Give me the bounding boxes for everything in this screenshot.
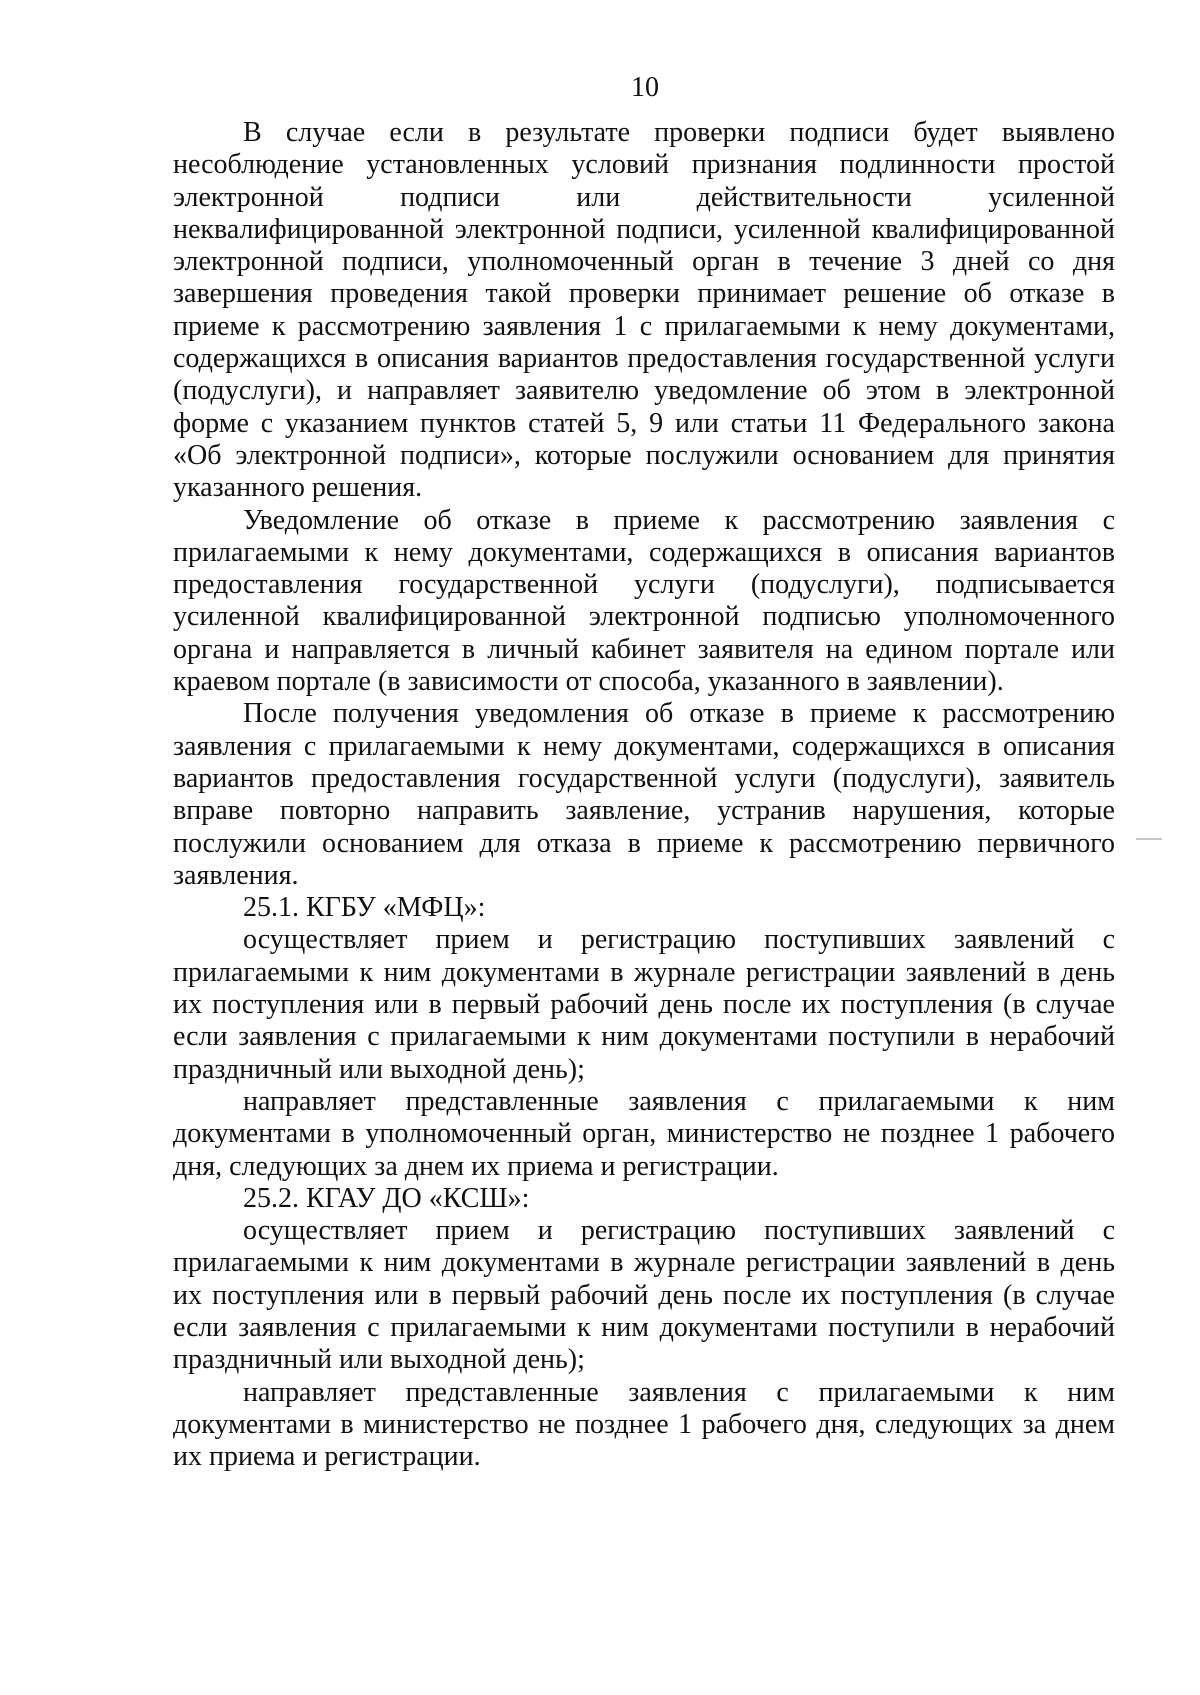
paragraph-mfc-forwarding: направляет представленные заявления с прилагаемыми к ним документами в уполномоченный орган, министерство не позднее 1 рабочего дня, следующих за днем их приема и регистрации. [173, 1085, 1115, 1182]
paragraph-refusal-notice: Уведомление об отказе в приеме к рассмотрению заявления с прилагаемыми к нему документами, содержащихся в описания вариантов предоставления государственной услуги (подуслуги), подписывается усиленной квалифицированной электронной подписью уполномоченного органа и направляется в личный кабинет заявителя на едином портале или краевом портале (в зависимости от способа, указанного в заявлении). [173, 504, 1115, 698]
section-heading-25-1: 25.1. КГБУ «МФЦ»: [243, 892, 486, 924]
paragraph-ksh-forwarding: направляет представленные заявления с прилагаемыми к ним документами в министерство не позднее 1 рабочего дня, следующих за днем их приема и регистрации. [173, 1376, 1115, 1473]
paragraph-resubmission: После получения уведомления об отказе в приеме к рассмотрению заявления с прилагаемыми к нему документами, содержащихся в описания вариантов предоставления государственной услуги (подуслуги), заявитель вправе повторно направить заявление, устранив нарушения, которые послужили основанием для отказа в приеме к рассмотрению первичного заявления. [173, 698, 1115, 891]
section-heading-25-2: 25.2. КГАУ ДО «КСШ»: [243, 1182, 530, 1214]
scan-artifact-mark [1136, 838, 1162, 840]
paragraph-ksh-registration: осуществляет прием и регистрацию поступивших заявлений с прилагаемыми к ним документами в журнале регистрации заявлений в день их поступления или в первый рабочий день после их поступления (в случае если заявления с прилагаемыми к ним документами поступили в нерабочий праздничный или выходной день); [173, 1215, 1115, 1376]
paragraph-mfc-registration: осуществляет прием и регистрацию поступивших заявлений с прилагаемыми к ним документами в журнале регистрации заявлений в день их поступления или в первый рабочий день после их поступления (в случае если заявления с прилагаемыми к ним документами поступили в нерабочий праздничный или выходной день); [173, 924, 1115, 1085]
paragraph-signature-check: В случае если в результате проверки подписи будет выявлено несоблюдение установленных условий признания подлинности простой электронной подписи или действительности усиленной неквалифицированной электронной подписи, усиленной квалифицированной электронной подписи, уполномоченный орган в течение 3 дней со дня завершения проведения такой проверки принимает решение об отказе в приеме к рассмотрению заявления 1 с прилагаемыми к нему документами, содержащихся в описания вариантов предоставления государственной услуги (подуслуги), и направляет заявителю уведомление об этом в электронной форме с указанием пунктов статей 5, 9 или статьи 11 Федерального закона «Об электронной подписи», которые послужили основанием для принятия указанного решения. [173, 117, 1115, 504]
document-body [173, 117, 1115, 1473]
page-number: 10 [631, 72, 659, 103]
